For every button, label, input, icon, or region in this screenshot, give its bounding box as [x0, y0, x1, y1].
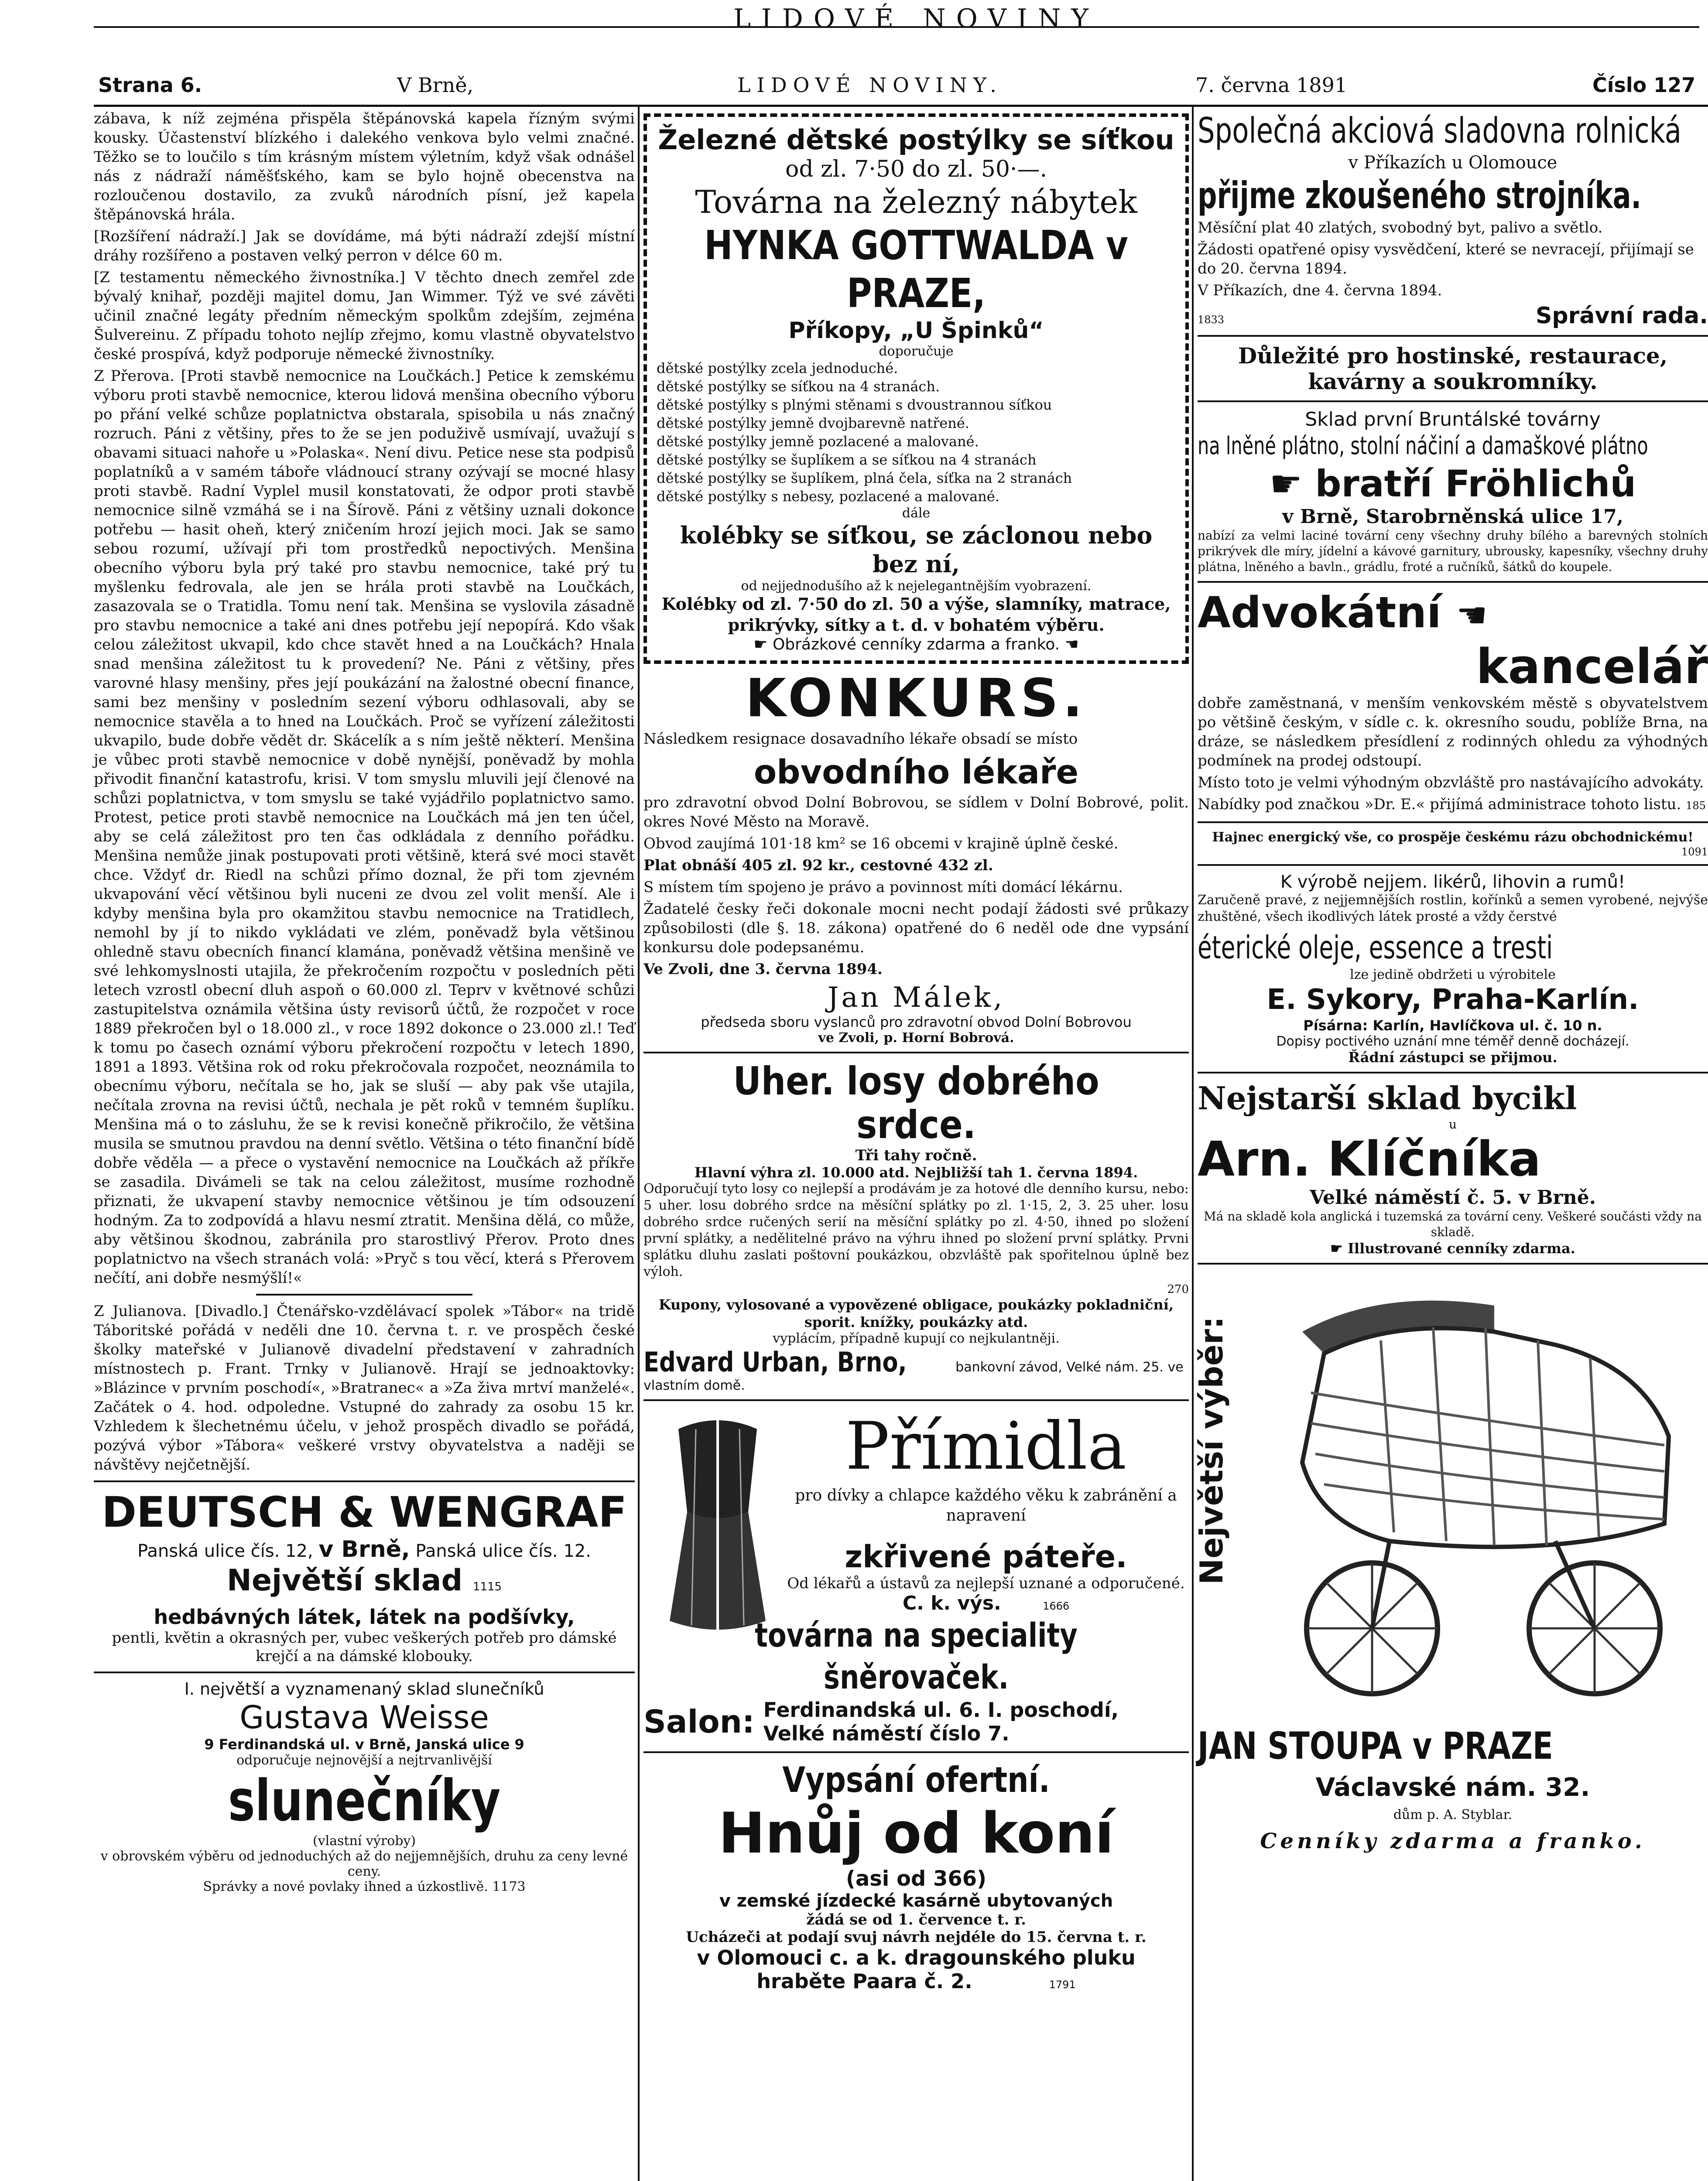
ad-price: od zl. 7·50 do zl. 50·—.: [785, 156, 1047, 182]
ad-owner: HYNKA GOTTWALDA v PRAZE,: [704, 222, 1128, 317]
divider: [94, 1672, 635, 1673]
ad-catalog: Cenníky zdarma a franko.: [1260, 1829, 1646, 1853]
ad-line: od nejjednodušího až k nejelegantnějším vyobrazení.: [741, 578, 1092, 594]
ad-company: Sklad první Bruntálské továrny: [1305, 408, 1601, 431]
masthead-top: LIDOVÉ NOVINY: [733, 3, 1099, 34]
hand-pointer-icon: ☚: [1456, 595, 1488, 636]
ad-address: [94, 1536, 635, 1562]
ad-sykora: [1198, 829, 1708, 1066]
ad-line: Hajnec energický vše, co prospěje českému rázu obchodnickému!: [1212, 830, 1694, 845]
ad-number: 185: [1686, 800, 1706, 812]
ad-company-name: DEUTSCH & WENGRAF: [102, 1488, 627, 1537]
divider: [1198, 335, 1708, 337]
ad-company: Továrna na železný nábytek: [695, 184, 1137, 220]
ad-item: dětské postýlky se šuplíkem, plná čela, síťka na 2 stranách: [657, 470, 1072, 486]
ad-body: Od lékařů a ústavů za nejlepší uznané a odporučené.: [787, 1575, 1185, 1592]
ad-body: v zemské jízdecké kasárně ubytovaných: [719, 1891, 1113, 1911]
ad-org: [643, 1969, 1189, 1993]
divider: [256, 1294, 472, 1296]
corset-illustration: [652, 1412, 783, 1638]
ad-signer: Jan Málek,: [827, 981, 1005, 1014]
divider: [1198, 1263, 1708, 1265]
divider: [643, 1751, 1189, 1753]
ad-title: [1198, 589, 1708, 639]
ad-number: 1666: [1043, 1600, 1070, 1612]
ad-line: odporučuje nejnovější a nejtrvanlivější: [236, 1753, 492, 1768]
ad-product: slunečníky: [228, 1767, 501, 1834]
ad-number: 1791: [1049, 1979, 1076, 1991]
page-number: Strana 6.: [98, 73, 202, 97]
ad-line: pentli, květin a okrasných per, vubec veškerých potřeb pro dámské krejčí a na dámské klobouky.: [112, 1629, 617, 1665]
ad-line: K výrobě nejjem. likérů, lihovin a rumů!: [1280, 872, 1626, 892]
ad-body: nabízí za velmi laciné tovární ceny všechny druhy bílého a barevných stolních prikrývek dle míry, jídelní a kávové garnitury, ubrousky, kapesníky, všechny druhy plátna, lněného a bavln., grádlu, froté a ručníků, šátků do koupele.: [1198, 528, 1708, 574]
ad-company-name: Gustava Weisse: [240, 1699, 489, 1736]
divider: [1198, 400, 1708, 402]
ad-item: dětské postýlky s nebesy, pozlacené a malované.: [657, 488, 999, 505]
header-issue: Číslo 127: [1592, 73, 1696, 97]
divider: [1198, 581, 1708, 583]
ad-line: Kolébky od zl. 7·50 do zl. 50 a výše, slamníky, matrace, prikrývky, sítky a t. d. v bohatém výběru.: [661, 594, 1171, 635]
ad-item: dětské postýlky se šuplíkem a se síťkou na 4 stranách: [657, 451, 1037, 468]
ad-title: Železné dětské postýlky se síťkou: [658, 124, 1174, 156]
ad-body-text: Nabídky pod značkou »Dr. E.« přijímá administrace tohoto listu.: [1198, 796, 1681, 813]
ad-klicnik: [1198, 1080, 1708, 1257]
ad-body: Žádosti opatřené opisy vysvědčení, které se nevracejí, přijímají se do 20. června 1894.: [1198, 241, 1694, 277]
baby-carriage-illustration: [1250, 1279, 1699, 1716]
ad-catalog-text: Illustrované cenníky zdarma.: [1347, 1240, 1575, 1257]
ad-address: Ferdinandská ul. 6. I. poschodí,: [763, 1698, 1119, 1722]
ad-body: Má na skladě kola anglická i tuzemská za tovární ceny. Veškeré součásti vždy na skladě.: [1204, 1209, 1702, 1239]
ad-number: 1173: [492, 1879, 526, 1894]
ad-item-list: [657, 359, 1176, 506]
hand-pointer-icon: ☛: [1269, 462, 1315, 505]
ad-line: kavárny a soukromníky.: [1308, 369, 1598, 394]
ad-frohlich: [1198, 343, 1708, 575]
ad-address: v Brně, Starobrněnská ulice 17,: [1282, 506, 1624, 528]
ad-address: Příkopy, „U Špinků“: [788, 318, 1044, 344]
article-paragraph: Z Přerova. [Proti stavbě nemocnice na Loučkách.] Petice k zemskému výboru proti stavbě nemocnice, kterou lidová menšina obecního výboru po přání velké schůze poplatnictva obstarala, spisobila u nás značný rozruch. Páni z většiny, přes to že se jen poduživě usmívají, uvažují s obavami situaci nahoře u »Polaska«. Není divu. Petice nese sta podpisů poplatníků a v samém táboře vládnoucí strany ozývají se mocné hlasy proti stavbě. Radní Vyplel musil konstatovati, že odpor proti stavbě nemocnice silně vzmáhá se i na Šírově. Páni z většiny uznali dokonce potřebu — hasit oheň, který zničením hrozí jejich moci. Jak se samo sebou rozumí, užívají při tom prostředků nepoctivých. Menšina obecního výboru byla prý také pro stavbu nemocnice, také prý tu myšlenku fedrovala, ale jen se hrála proti stavbě na Loučkách, zasazovala se o Tratidla. Tomu není tak. Menšina se vyslovila zásadně pro stavbu nemocnice a také ani dnes potřebu její nepopírá. Kdo však celou záležitost ukvapil, kdo chce stavět hned a na Loučkách? Hnala snad menšina záležitost tu k provedení? Ne. Páni z většiny, přes varovné hlasy menšiny, přes její poukázání na žalostné obecní finance, sami bez menšiny v posledním sezení výboru odhlasovali, aby se nemocnice stavěla a to hned na Loučkách. Proč se vyřízení záležitosti ukvapilo, bude dobře vědět dr. Skácelík a s ním ještě některí. Menšina je vůbec proti stavbě nemocnice v době nynější, poněvadž by mohla přivodit finanční katastrofu, krisi. V tom smyslu mluvili její členové na schůzi poplatnictva, v tom smyslu se také vyjádřilo poplatnictvo samo. Protest, petice proti stavbě nemocnice na Loučkách má jen ten účel, aby se celá záležitost pro ten čas odkládala z denního pořádku. Menšina nemůže jinak postupovati proti většině, která své moci stavět chce. Vždyť dr. Riedl na schůzi přímo doznal, že při tom zjevném ukvapování věcí většinou byli nuceni ze dvou zel volit menší. Ale i kdyby menšina byla pro okamžitou stavbu nemocnice na Tratidlech, nemohl by jí to nikdo vykládati ve zlém, poněvadž byla většinou ohledně stavu obecních financí klamána, poněvadž většina menšině ve své lehkomyslnosti utajila, že překročením rozpočtu v posledních pěti letech vzrostl obecní dluh aspoň o 60.000 zl. Teprv v květnové schůzi zastupitelstva oznámila většina ústy revisorů účtů, že rozpočet v roce 1889 překročen byl o 18.000 zl., v roce 1892 dokonce o 23.000 zl.! Teď k tomu po časech oznámí výboru překročení rozpočtu v letech 1890, 1891 a 1893. Většina rok od roku překročovala rozpočet, neoznámila to obecnímu výboru, nečítala se ho, jak se sluší — aby pak vše utajila, nečítala zrovna na revisi účtů, nechala je pět roků v temném šuplíku. Menšina má o to zásluhu, že se k revisi konečně přikročilo, že většina musila se smutnou pravdou na denní světlo. Většina o této finanční bídě dobře věděla — a přece o vystavění nemocnice na Loučkách až příkře se zasadila. Divámeli se tak na celou záležitost, musíme rozhodně přiznati, že ukvapení stavby nemocnice většinou je tím odsouzení hodným. Za to zodpovídá a hlavu nesmí ztratit. Menšina dělá, co může, aby většinou škodnou, zabránila pro starostlivý Přerov. Proto dnes poplatnictvo na všech stranách volá: »Pryč s tou věcí, která s Přerovem nečítí, ani dobře nesmýšlí!«: [94, 367, 635, 1287]
ad-item: dětské postýlky jemně dvojbarevně natřené.: [657, 415, 969, 431]
ad-note: Dopisy poctivého uznání mne téměř denně docházejí.: [1276, 1034, 1629, 1049]
ad-title: Nejstarší sklad bycikl: [1198, 1080, 1577, 1117]
ad-number: 1115: [472, 1580, 502, 1593]
ad-place-date: Ve Zvoli, dne 3. června 1894.: [643, 961, 883, 978]
ad-body: Odporučují tyto losy co nejlepší a prodávám je za hotové dle denního kursu, nebo: 5 uher. losu dobrého srdce na měsíční splátky po zl. 1·15, 2, 3. 25 uher. losu dobrého srdce ručených serií na měsíční splátky po zl. 4·50, ihned po složení první splátky, a nedělitelné právo na výhru ihned po složení první splátky. Prvni splátku dluhu zaslati poštovní poukázkou, obzvláště pak spořitelnou úplně bez výloh.: [643, 1181, 1189, 1279]
ad-line: dále: [902, 506, 931, 521]
ad-headline: éterické oleje, essence a tresti: [1198, 929, 1553, 966]
ad-body: Ucházeči at podají svuj návrh nejdéle do 15. června t. r.: [686, 1928, 1147, 1946]
ad-factory: továrna na speciality šněrovaček.: [755, 1616, 1078, 1696]
ad-konkurs: [643, 668, 1189, 1046]
ad-line: I. největší a vyznamenaný sklad slunečníků: [184, 1679, 544, 1699]
ad-primidla: [643, 1407, 1189, 1745]
ad-line-text: Správky a nové povlaky ihned a úzkostlivě.: [203, 1879, 488, 1894]
divider: [1198, 1072, 1708, 1073]
ad-signer-title: předseda sboru vyslanců pro zdravotní obvod Dolní Bobrovou: [701, 1014, 1132, 1030]
ad-title: KONKURS.: [745, 668, 1087, 729]
ad-address-left: Panská ulice čís. 12,: [137, 1541, 313, 1561]
ad-line: v obrovském výběru od jednoduchých až do nejjemnějších, druhu za ceny levné ceny.: [100, 1849, 628, 1879]
ad-owner-text: bratří Fröhlichů: [1315, 462, 1636, 505]
ad-qty: (asi od 366): [845, 1866, 987, 1891]
ad-catalog: [657, 636, 1176, 653]
ad-address: bankovní závod, Velké nám. 25. ve vlastním domě.: [643, 1360, 1184, 1393]
page-header: [0, 65, 1708, 105]
divider: [643, 1052, 1189, 1053]
ad-org-text: hraběte Paara č. 2.: [756, 1969, 972, 1993]
header-rule: [94, 105, 1708, 107]
ad-company-text: C. k. výs.: [902, 1592, 1001, 1614]
ad-body: Zaručeně pravé, z nejjemnějších rostlin, kořínků a semen vyrobené, nejvýše zhuštěné, všech ikodlivých látek prosté a vždy čerstvé: [1198, 892, 1708, 924]
column-3: [1193, 109, 1708, 2181]
column-2: [643, 109, 1189, 2181]
ad-item: dětské postýlky se síťkou na 4 stranách.: [657, 378, 940, 395]
ad-catalog-text: Obrázkové cenníky zdarma a franko.: [772, 636, 1060, 653]
ad-headline: přijme zkoušeného strojníka.: [1198, 174, 1642, 217]
ad-title: Vypsání ofertní.: [782, 1760, 1050, 1800]
ad-advokatni: [1198, 589, 1708, 815]
column-divider-1: [638, 105, 640, 2181]
ad-position: obvodního lékaře: [753, 752, 1079, 791]
ad-headline: zkřivené páteře.: [845, 1539, 1127, 1575]
ad-body: [1198, 795, 1708, 815]
ad-body: Měsíční plat 40 zlatých, svobodný byt, palivo a světlo.: [1198, 219, 1603, 236]
ad-product: Hnůj od koní: [718, 1801, 1114, 1866]
ad-signer-place: ve Zvoli, p. Horní Bobrová.: [818, 1030, 1014, 1046]
ad-company-name: Edvard Urban, Brno,: [643, 1346, 907, 1378]
ad-body: Žadatelé česky řeči dokonale mocni necht podají žádosti své průkazy způsobilosti (dle §. 18. zákona) opatřené do 6 neděl ode dne vypsání konkursu dole podepsanému.: [643, 900, 1189, 956]
ad-side-label: Největší výběr:: [1193, 1316, 1230, 1585]
ad-line: doporučuje: [879, 344, 954, 359]
ad-company-name: JAN STOUPA v PRAZE: [1198, 1724, 1553, 1768]
ad-body: Následkem resignace dosavadního lékaře obsadí se místo: [643, 730, 1078, 748]
ad-salon-addr: [763, 1698, 1119, 1745]
ad-title-text: Advokátní: [1198, 588, 1441, 638]
divider: [94, 1480, 635, 1482]
ad-item: dětské postýlky s plnými stěnami s dvoustrannou síťkou: [657, 397, 1052, 413]
ad-title: Uher. losy dobrého srdce.: [733, 1059, 1099, 1147]
ad-coupons: Kupony, vylosované a vypovězené obligace, poukázky pokladniční, sporit. knížky, poukázky atd.: [658, 1296, 1174, 1330]
ad-body: V Příkazích, dne 4. června 1894.: [1198, 282, 1442, 299]
header-city: V Brně,: [397, 73, 474, 97]
ad-number: 270: [1167, 1283, 1189, 1296]
ad-company-name: Arn. Klíčníka: [1198, 1131, 1541, 1187]
ad-owner: [1198, 462, 1708, 506]
ad-address: Václavské nám. 32.: [1315, 1772, 1590, 1802]
ad-body: žádá se od 1. července t. r.: [806, 1911, 1026, 1928]
ad-address: Písárna: Karlín, Havlíčkova ul. č. 10 n.: [1303, 1017, 1602, 1034]
ad-company: [783, 1592, 1189, 1614]
ad-note: Řádní zástupci se přijmou.: [1348, 1049, 1557, 1066]
ad-deutsch-wengraf: [94, 1488, 635, 1665]
divider: [643, 1399, 1189, 1401]
hand-pointer-icon: ☛: [753, 636, 773, 653]
ad-address: Velké náměstí č. 5. v Brně.: [1309, 1186, 1596, 1209]
ad-title: Přímidla: [845, 1408, 1127, 1484]
ad-body: Obvod zaujímá 101·18 km² se 16 obcemi v krajině úplně české.: [643, 835, 1119, 852]
column-1: [94, 109, 635, 2181]
ad-gottwald: [643, 113, 1189, 664]
ad-footer: [1198, 303, 1708, 329]
ad-number: 1091: [1681, 846, 1708, 858]
ad-line: hedbávných látek, látek na podšívky,: [154, 1605, 575, 1629]
ad-place: v Příkazích u Olomouce: [1348, 153, 1557, 173]
ad-line: vyplácím, případně kupují co nejkulantněji.: [773, 1331, 1060, 1346]
ad-title: Společná akciová sladovna rolnická: [1198, 110, 1681, 151]
ad-name-row: [643, 1346, 1189, 1393]
article-paragraph: [Z testamentu německého živnostníka.] V těchto dnech zemřel zde bývalý knihař, později majitel domu, Jan Wimmer. Týž ve své závěti učinil značné legáty předním německým spolkům zdejším, zejména Šulvereinu. Z případu tohoto nejlíp zřejmo, komu vlastně obyvatelstvo české prospívá, když podporuje německé živnostníky.: [94, 269, 635, 363]
column-divider-2: [1192, 105, 1194, 2181]
hand-pointer-icon: ☚: [1060, 636, 1079, 653]
article-paragraph: Z Julianova. [Divadlo.] Čtenářsko-vzdělávací spolek »Tábor« na tridě Táboritské pořádá v neděli dne 10. června t. r. ve prospěch české školky mateřské v Julianově divadelní představení v zahradních místnostech p. Frant. Trnky v Julianově. Hrají se jednoaktovky: »Blázince v prvním poschodí«, »Bratranec« a »Za živa mrtví manželé«. Začátek o 4. hod. odpoledne. Vstupné do zahrady za osobu 15 kr. Vzhledem k šlechetnému účelu, v jehož prospěch divadlo se pořádá, pozývá výbor »Tábora« veškeré vrstvy obyvatelstva a naději se návštěvy nejčetnější.: [94, 1302, 635, 1473]
ad-salon: [643, 1698, 1189, 1745]
ad-headline-text: Největší sklad: [226, 1563, 463, 1598]
article-paragraph: [Rozšíření nádraží.] Jak se dovídáme, má býti nádraží zdejší místní dráhy rozšířeno a postaven velký perron v délce 60 m.: [94, 228, 635, 264]
ad-line: [94, 1879, 635, 1894]
ad-body: pro dívky a chlapce každého věku k zabránění a napravení: [795, 1487, 1177, 1525]
ad-title2: kancelář: [1476, 639, 1708, 694]
ad-line: Důležité pro hostinské, restaurace,: [1238, 343, 1668, 369]
header-paper: LIDOVÉ NOVINY.: [737, 73, 1003, 97]
ad-sub: dům p. A. Styblar.: [1393, 1807, 1513, 1822]
ad-company-name: E. Sykory, Praha-Karlín.: [1266, 984, 1639, 1016]
ad-org: v Olomouci c. a k. dragounského pluku: [697, 1946, 1136, 1969]
ad-address-right: Panská ulice čís. 12.: [415, 1541, 591, 1561]
ad-salary: Plat obnáší 405 zl. 92 kr., cestovné 432 zl.: [643, 857, 993, 874]
header-date: 7. června 1891: [1195, 73, 1348, 97]
divider: [1198, 821, 1708, 823]
ad-headline: [94, 1562, 635, 1605]
ad-sub: Tři tahy ročně.: [855, 1147, 977, 1164]
ad-item: dětské postýlky zcela jednoduché.: [657, 360, 898, 376]
ad-cradles: kolébky se síťkou, se záclonou nebo bez ní,: [680, 521, 1153, 578]
ad-number: 1833: [1198, 314, 1225, 326]
ad-address: Velké náměstí číslo 7.: [763, 1722, 1010, 1745]
ad-item: dětské postýlky jemně pozlacené a malované.: [657, 433, 979, 450]
ad-hnuj: [643, 1759, 1189, 1993]
ad-salon-label: Salon:: [643, 1703, 755, 1740]
ad-line: (vlastní výroby): [312, 1833, 416, 1849]
ad-body: S místem tím spojeno je právo a povinnost míti domácí lékárnu.: [643, 879, 1123, 896]
ad-body: lze jedině obdržeti u výrobitele: [1350, 967, 1556, 982]
divider: [1198, 864, 1708, 866]
ad-body: Místo toto je velmi výhodným obzvláště pro nastávajícího advokáty.: [1198, 774, 1704, 791]
ad-sladovna: [1198, 109, 1708, 329]
ad-uher-losy: [643, 1060, 1189, 1393]
ad-body: pro zdravotní obvod Dolní Bobrovou, se sídlem v Dolní Bobrové, polit. okres Nové Město na Moravě.: [643, 794, 1189, 831]
ad-product: na lněné plátno, stolní náčiní a damaškové plátno: [1198, 432, 1648, 460]
ad-signer: Správní rada.: [1535, 303, 1708, 329]
article-paragraph: zábava, k níž zejména přispěla štěpánovská kapela řízným svými kousky. Účastenství blízkého i dalekého venkova bylo velmi značné. Těžko se to loučilo s tím krásným místem výletním, když však odnášel nás z nádraží náměšťského, kam se bylo hojně obecenstva na rozloučenou dostavilo, za zvuků národních písní, jež kapela štěpánovská hrála.: [94, 110, 635, 223]
ad-body: dobře zaměstnaná, v menším venkovském městě s obyvatelstvem po většině českým, v sídle c. k. okresního soudu, poblíže Brna, na dráze, se následkem přesídlení z rodinných ohledu za výhodných podmínek na prodej odstoupí.: [1198, 694, 1708, 769]
masthead-rule: [94, 26, 1699, 28]
ad-address: 9 Ferdinandská ul. v Brně, Janská ulice 9: [204, 1736, 524, 1753]
ad-gustav-weisse: [94, 1679, 635, 1894]
hand-pointer-icon: ☛: [1330, 1240, 1348, 1257]
ad-stoupa: [1193, 1271, 1708, 1877]
ad-main: Hlavní výhra zl. 10.000 atd. Nejbližší tah 1. června 1894.: [694, 1164, 1138, 1181]
ad-catalog: [1198, 1240, 1708, 1257]
ad-sub: u: [1448, 1117, 1457, 1132]
ad-city: v Brně,: [318, 1536, 410, 1562]
